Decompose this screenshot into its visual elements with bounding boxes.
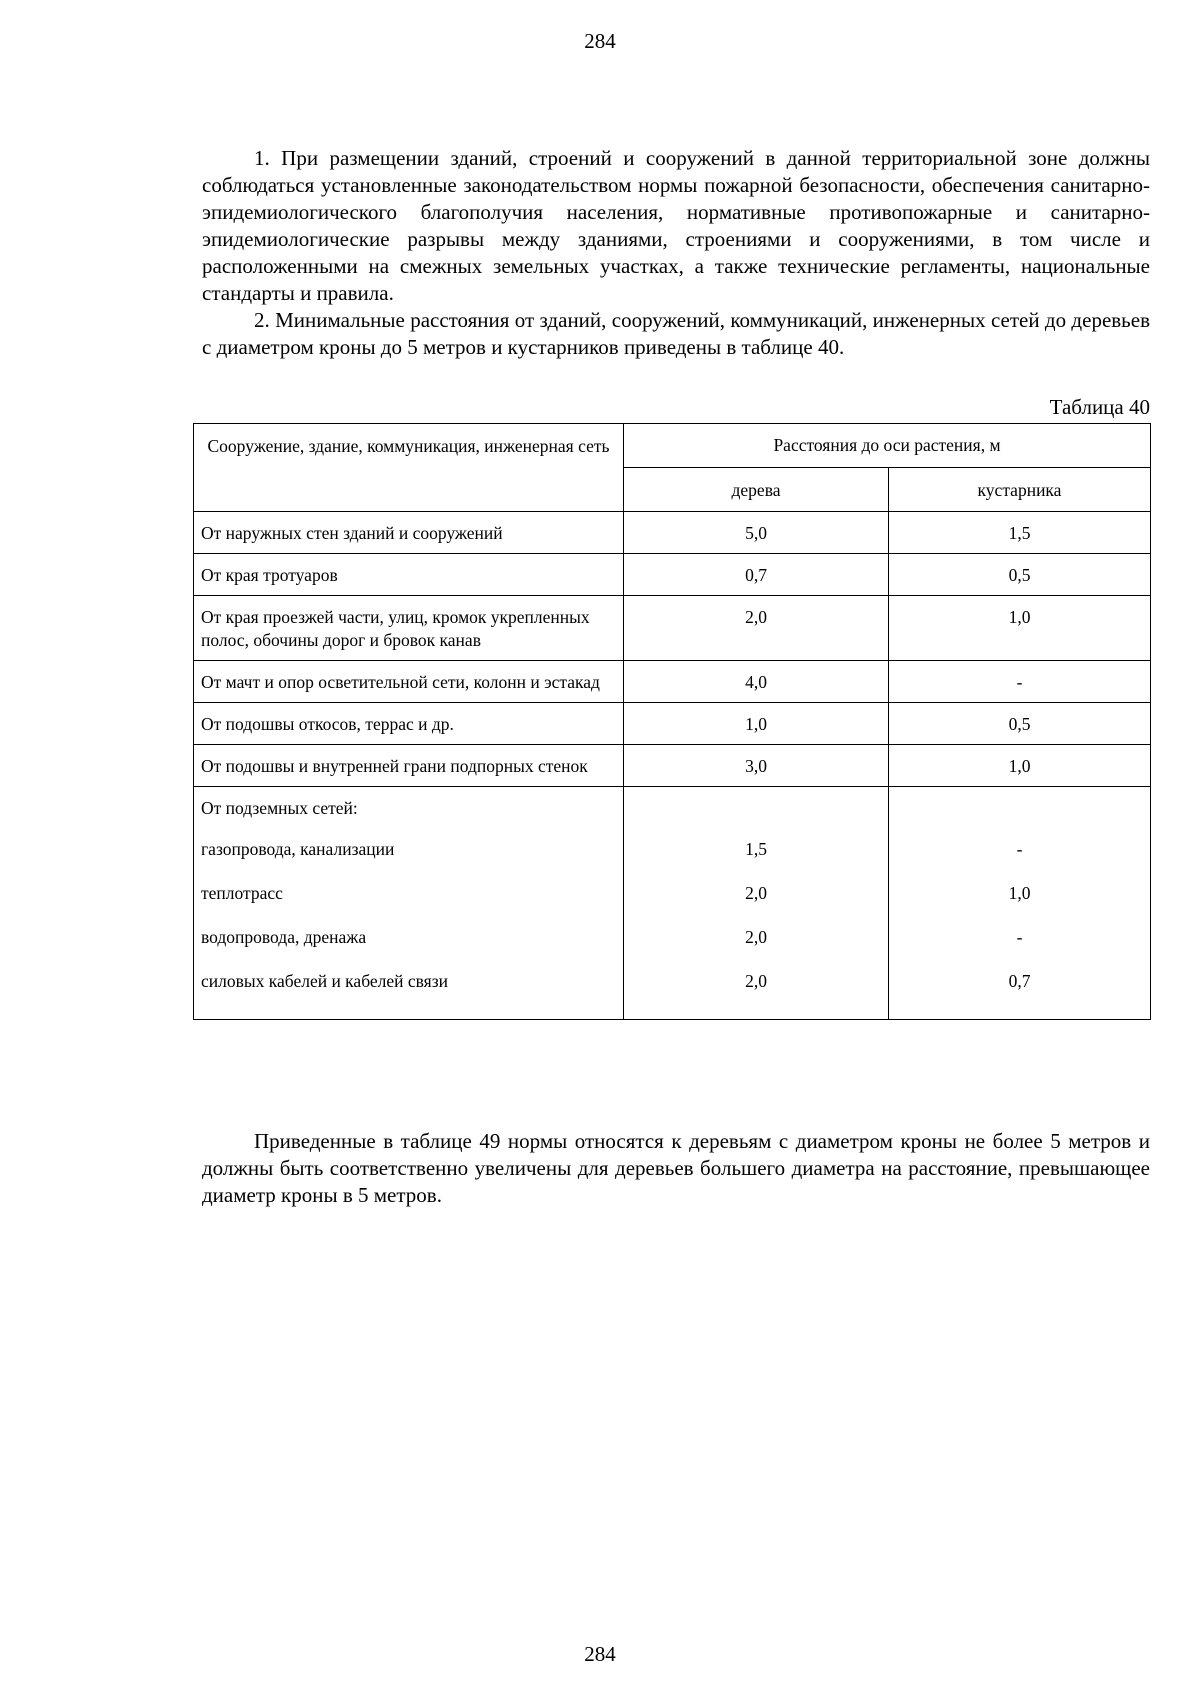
group-item-tree: 2,0 xyxy=(745,971,767,991)
table-row-underground-networks xyxy=(194,787,1151,1020)
underground-networks-names xyxy=(194,787,624,1020)
intro-text xyxy=(202,145,1150,361)
row-tree-value: 1,0 xyxy=(624,703,889,745)
group-item-tree: 2,0 xyxy=(745,883,767,903)
group-item-shrub: - xyxy=(1016,839,1023,859)
group-item-tree: 1,5 xyxy=(745,839,767,859)
distance-table xyxy=(193,423,1151,1020)
group-title: От подземных сетей: xyxy=(201,798,358,818)
table-row xyxy=(194,554,1151,596)
row-shrub-value: 1,0 xyxy=(889,596,1151,661)
paragraph-3: Приведенные в таблице 49 нормы относятся к деревьям с диаметром кроны не более 5 метров и должны быть соответственно увеличены для деревьев большего диаметра на расстояние, превышающее диаметр кроны в 5 метров. xyxy=(202,1129,1150,1207)
page-number-top: 284 xyxy=(584,29,616,53)
row-name: От мачт и опор осветительной сети, колонн и эстакад xyxy=(194,661,624,703)
group-item-shrub: 1,0 xyxy=(1008,883,1031,903)
row-shrub-value: - xyxy=(889,661,1151,703)
group-spacer xyxy=(624,797,888,838)
row-name: От подошвы откосов, террас и др. xyxy=(194,703,624,745)
group-item-name: теплотрасс xyxy=(201,883,283,903)
underground-networks-shrub-values xyxy=(889,787,1151,1020)
paragraph-2: 2. Минимальные расстояния от зданий, сооружений, коммуникаций, инженерных сетей до деревьев с диаметром кроны до 5 метров и кустарников приведены в таблице 40. xyxy=(202,308,1150,359)
header-structure: Сооружение, здание, коммуникация, инженерная сеть xyxy=(194,424,624,512)
group-spacer xyxy=(889,797,1150,838)
row-shrub-value: 0,5 xyxy=(889,703,1151,745)
row-shrub-value: 0,5 xyxy=(889,554,1151,596)
header-shrub: кустарника xyxy=(889,468,1151,512)
group-item-name: силовых кабелей и кабелей связи xyxy=(201,971,448,991)
header-tree: дерева xyxy=(624,468,889,512)
table-row xyxy=(194,661,1151,703)
group-item-tree: 2,0 xyxy=(745,927,767,947)
row-name: От края проезжей части, улиц, кромок укрепленных полос, обочины дорог и бровок канав xyxy=(194,596,624,661)
row-shrub-value: 1,5 xyxy=(889,512,1151,554)
row-tree-value: 2,0 xyxy=(624,596,889,661)
paragraph-1: 1. При размещении зданий, строений и сооружений в данной территориальной зоне должны соблюдаться установленные законодательством нормы пожарной безопасности, обеспечения санитарно-эпидемиологического благополучия населения, нормативные противопожарные и санитарно-эпидемиологические разрывы между зданиями, строениями и сооружениями, в том числе и расположенными на смежных земельных участках, а также технические регламенты, национальные стандарты и правила. xyxy=(202,146,1150,305)
header-distance: Расстояния до оси растения, м xyxy=(624,424,1151,468)
row-tree-value: 0,7 xyxy=(624,554,889,596)
group-item-shrub: - xyxy=(1016,927,1023,947)
group-item-shrub: 0,7 xyxy=(1008,971,1031,991)
table-row xyxy=(194,703,1151,745)
table-caption: Таблица 40 xyxy=(1049,395,1150,419)
row-tree-value: 5,0 xyxy=(624,512,889,554)
underground-networks-tree-values xyxy=(624,787,889,1020)
table-row xyxy=(194,596,1151,661)
row-tree-value: 3,0 xyxy=(624,745,889,787)
page-number-bottom: 284 xyxy=(584,1642,616,1666)
row-shrub-value: 1,0 xyxy=(889,745,1151,787)
row-name: От края тротуаров xyxy=(194,554,624,596)
row-name: От наружных стен зданий и сооружений xyxy=(194,512,624,554)
table-row xyxy=(194,745,1151,787)
group-item-name: газопровода, канализации xyxy=(201,839,395,859)
row-tree-value: 4,0 xyxy=(624,661,889,703)
table-row xyxy=(194,512,1151,554)
group-item-name: водопровода, дренажа xyxy=(201,927,367,947)
row-name: От подошвы и внутренней грани подпорных стенок xyxy=(194,745,624,787)
after-text xyxy=(202,1128,1150,1209)
